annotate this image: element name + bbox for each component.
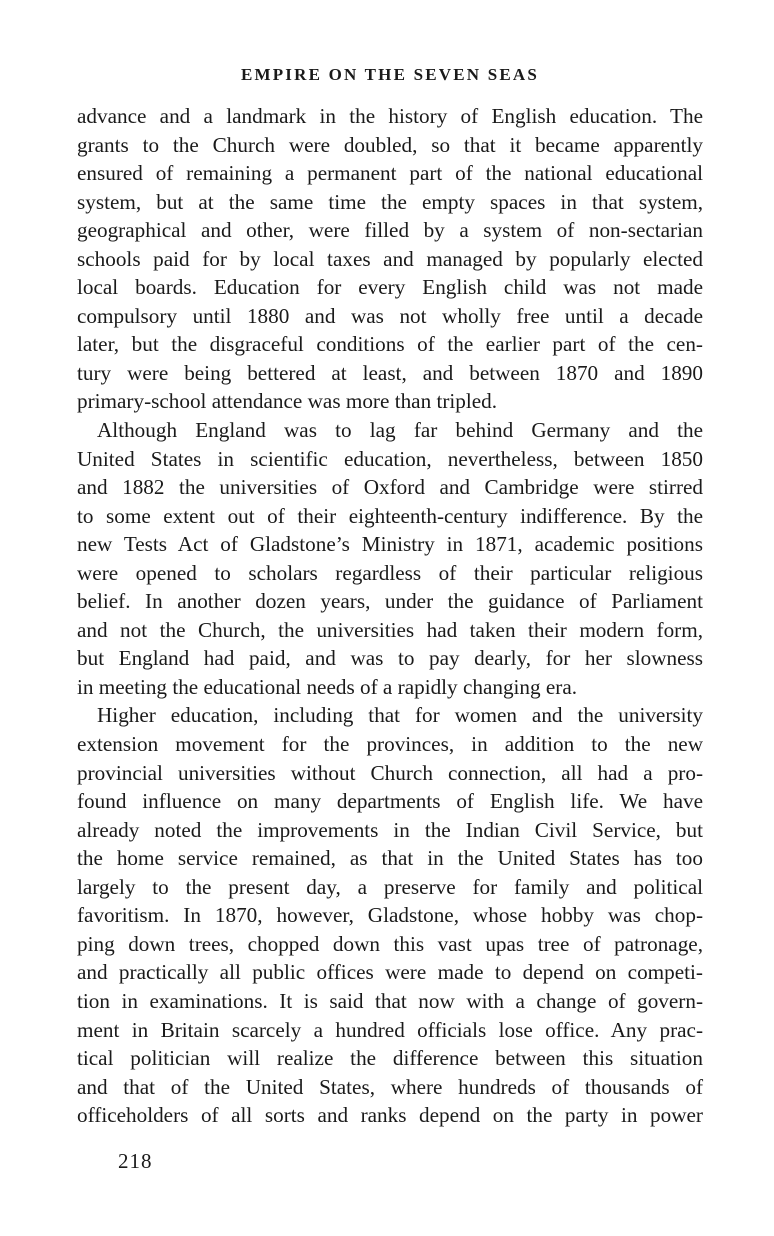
text-line: ensured of remaining a permanent part of the national educational [77,161,703,186]
text-line: the home service remained, as that in the United States has too [77,846,703,871]
text-line: already noted the improvements in the Indian Civil Service, but [77,817,703,842]
text-line: advance and a landmark in the history of English education. The [77,104,703,128]
text-line: Higher education, including that for women and the university [97,703,703,728]
text-line: grants to the Church were doubled, so that it became apparently [77,132,703,157]
text-line: provincial universities without Church connection, all had a pro- [77,760,703,785]
text-line: and that of the United States, where hundreds of thousands of [77,1074,703,1099]
text-line: largely to the present day, a preserve for family and political [77,874,703,899]
text-line: new Tests Act of Gladstone’s Ministry in 1871, academic positions [77,532,703,557]
text-line: Although England was to lag far behind Germany and the [97,418,703,443]
text-line: system, but at the same time the empty spaces in that system, [77,189,703,214]
text-line: favoritism. In 1870, however, Gladstone, whose hobby was chop- [77,903,703,928]
text-line: geographical and other, were filled by a system of non-sectarian [77,218,703,243]
text-line: ment in Britain scarcely a hundred officials lose office. Any prac- [77,1017,703,1042]
running-head: EMPIRE ON THE SEVEN SEAS [240,65,540,84]
text-line: compulsory until 1880 and was not wholly free until a decade [77,303,703,328]
paragraph [77,102,703,416]
text-line: ping down trees, chopped down this vast upas tree of patronage, [77,931,703,956]
text-line: tury were being bettered at least, and between 1870 and 1890 [77,360,703,385]
text-line: primary-school attendance was more than tripled. [77,389,498,414]
page-number: 218 [118,1149,153,1173]
text-line: local boards. Education for every English child was not made [77,275,703,300]
text-line: tion in examinations. It is said that now with a change of govern- [77,988,703,1013]
text-line: but England had paid, and was to pay dearly, for her slowness [77,646,703,671]
text-line: and 1882 the universities of Oxford and Cambridge were stirred [77,475,703,500]
body-text [77,102,703,1130]
text-line: in meeting the educational needs of a rapidly changing era. [77,674,578,699]
book-page [77,64,703,1130]
text-line: United States in scientific education, nevertheless, between 1850 [77,446,703,471]
text-line: and not the Church, the universities had taken their modern form, [77,617,703,642]
text-line: schools paid for by local taxes and managed by popularly elected [77,246,703,271]
text-line: were opened to scholars regardless of their particular religious [77,560,703,585]
text-line: officeholders of all sorts and ranks depend on the party in power [77,1103,703,1128]
paragraph [77,416,703,701]
text-line: tical politician will realize the difference between this situation [77,1046,703,1071]
paragraph [77,701,703,1129]
text-line: found influence on many departments of English life. We have [77,789,703,814]
text-line: extension movement for the provinces, in addition to the new [77,732,703,757]
text-line: and practically all public offices were made to depend on competi- [77,960,703,985]
text-line: to some extent out of their eighteenth-century indifference. By the [77,503,703,528]
text-line: belief. In another dozen years, under the guidance of Parliament [77,589,703,614]
text-line: later, but the disgraceful conditions of the earlier part of the cen- [77,332,703,357]
